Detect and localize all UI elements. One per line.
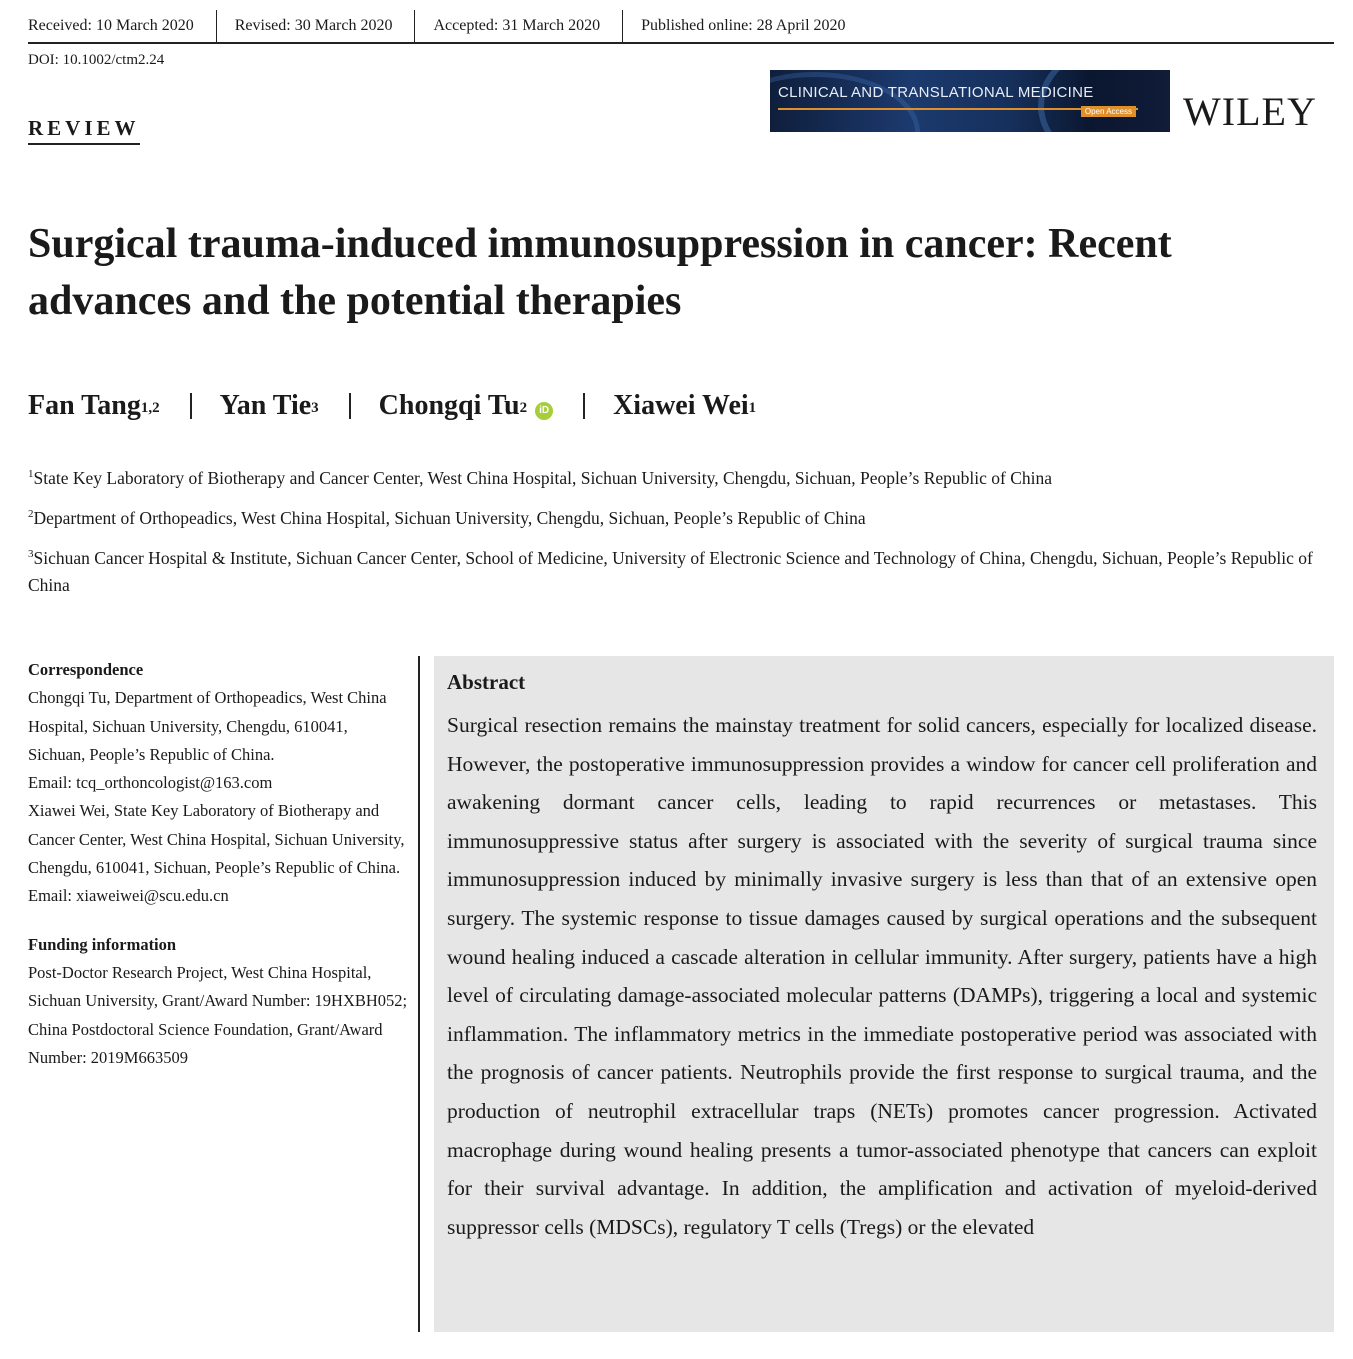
affiliation-item [28, 460, 1328, 492]
correspondence-block [28, 656, 408, 911]
affiliation-text: State Key Laboratory of Biotherapy and Cancer Center, West China Hospital, Sichuan University, Chengdu, Sichuan, People’s Republic of China [33, 467, 1053, 488]
affiliations [28, 460, 1328, 607]
publication-dates-bar [28, 10, 1334, 44]
affiliation-text: Sichuan Cancer Hospital & Institute, Sichuan Cancer Center, School of Medicine, University of Electronic Science and Technology of China, Chengdu, Sichuan, People’s Republic of China [28, 547, 1313, 596]
author-name: Fan Tang [28, 390, 141, 421]
publisher-logo: WILEY [1183, 89, 1317, 134]
abstract-text: Surgical resection remains the mainstay treatment for solid cancers, especially for localized disease. However, the postoperative immunosuppression provides a window for cancer cell proliferation and awakening dormant cancer cells, leading to rapid recurrences or metastases. This immunosuppressive status after surgery is associated with the severity of surgical trauma since immunosuppression induced by minimally invasive surgery is less than that of an extensive open surgery. The systemic response to tissue damages caused by surgical operations and the subsequent wound healing induced a cascade alteration in cellular immunity. After surgery, patients have a high level of circulating damage-associated molecular patterns (DAMPs), triggering a local and systemic inflammation. The inflammatory metrics in the immediate postoperative period was associated with the prognosis of cancer patients. Neutrophils provide the first response to surgical trauma, and the production of neutrophil extracellular traps (NETs) promotes cancer progression. Activated macrophage during wound healing presents a tumor-associated phenotype that cancers can exploit for their survival advantage. In addition, the amplification and activation of myeloid-derived suppressor cells (MDSCs), regulatory T cells (Tregs) or the elevated [447, 713, 1317, 1239]
author-list [28, 390, 756, 422]
doi[interactable]: DOI: 10.1002/ctm2.24 [28, 52, 165, 68]
author-separator [349, 393, 351, 419]
abstract-heading: Abstract [447, 670, 526, 694]
banner-wave-decoration [1038, 70, 1170, 132]
journal-banner[interactable] [770, 70, 1170, 132]
sidebar-info [28, 656, 408, 1092]
affiliation-item [28, 500, 1328, 532]
banner-wave-decoration [770, 72, 920, 132]
author-fan-tang[interactable] [28, 390, 160, 422]
section-label: REVIEW [28, 116, 140, 145]
correspondence-entry: Chongqi Tu, Department of Orthopeadics, West China Hospital, Sichuan University, Chengdu, 610041, Sichuan, People’s Republic of China. [28, 688, 387, 764]
published-date: Published online: 28 April 2020 [641, 17, 846, 34]
funding-text: Post-Doctor Research Project, West China Hospital, Sichuan University, Grant/Award Number: 19HXBH052; China Postdoctoral Science Foundation, Grant/Award Number: 2019M663509 [28, 962, 408, 1067]
correspondence-email[interactable]: Email: xiaweiwei@scu.edu.cn [28, 886, 229, 906]
article-title: Surgical trauma-induced immunosuppression in cancer: Recent advances and the potential therapies [28, 221, 1172, 324]
orcid-icon[interactable]: iD [535, 402, 553, 420]
correspondence-email[interactable]: Email: tcq_orthoncologist@163.com [28, 773, 273, 793]
open-access-badge: Open Access [1081, 106, 1136, 117]
author-separator [190, 393, 192, 419]
correspondence-entry: Xiawei Wei, State Key Laboratory of Biotherapy and Cancer Center, West China Hospital, Sichuan University, Chengdu, 610041, Sichuan, People’s Republic of China. [28, 801, 405, 878]
abstract-box [434, 656, 1334, 1332]
revised-date: Revised: 30 March 2020 [235, 10, 416, 42]
author-affiliation-mark: 3 [311, 400, 319, 416]
author-affiliation-mark: 1,2 [140, 400, 160, 416]
author-name: Chongqi Tu [378, 390, 520, 421]
author-yan-tie[interactable] [220, 390, 319, 422]
received-date: Received: 10 March 2020 [28, 10, 217, 42]
accepted-date: Accepted: 31 March 2020 [433, 10, 623, 42]
funding-heading: Funding information [28, 934, 177, 954]
affiliation-text: Department of Orthopeadics, West China Hospital, Sichuan University, Chengdu, Sichuan, People’s Republic of China [33, 507, 866, 528]
affiliation-number: 2 [28, 507, 34, 520]
author-affiliation-mark: 1 [748, 400, 757, 416]
affiliation-item [28, 540, 1328, 600]
affiliation-number: 1 [28, 468, 34, 480]
journal-title: CLINICAL AND TRANSLATIONAL MEDICINE [778, 84, 1094, 101]
correspondence-heading: Correspondence [28, 660, 144, 679]
funding-block [28, 931, 408, 1072]
author-name: Xiawei Wei [613, 390, 749, 421]
author-chongqi-tu[interactable] [379, 390, 553, 422]
author-name: Yan Tie [219, 390, 312, 421]
column-divider [418, 656, 420, 1332]
author-xiawei-wei[interactable] [613, 390, 756, 422]
affiliation-number: 3 [28, 547, 34, 560]
author-affiliation-mark: 2 [519, 400, 528, 416]
author-separator [583, 393, 585, 419]
